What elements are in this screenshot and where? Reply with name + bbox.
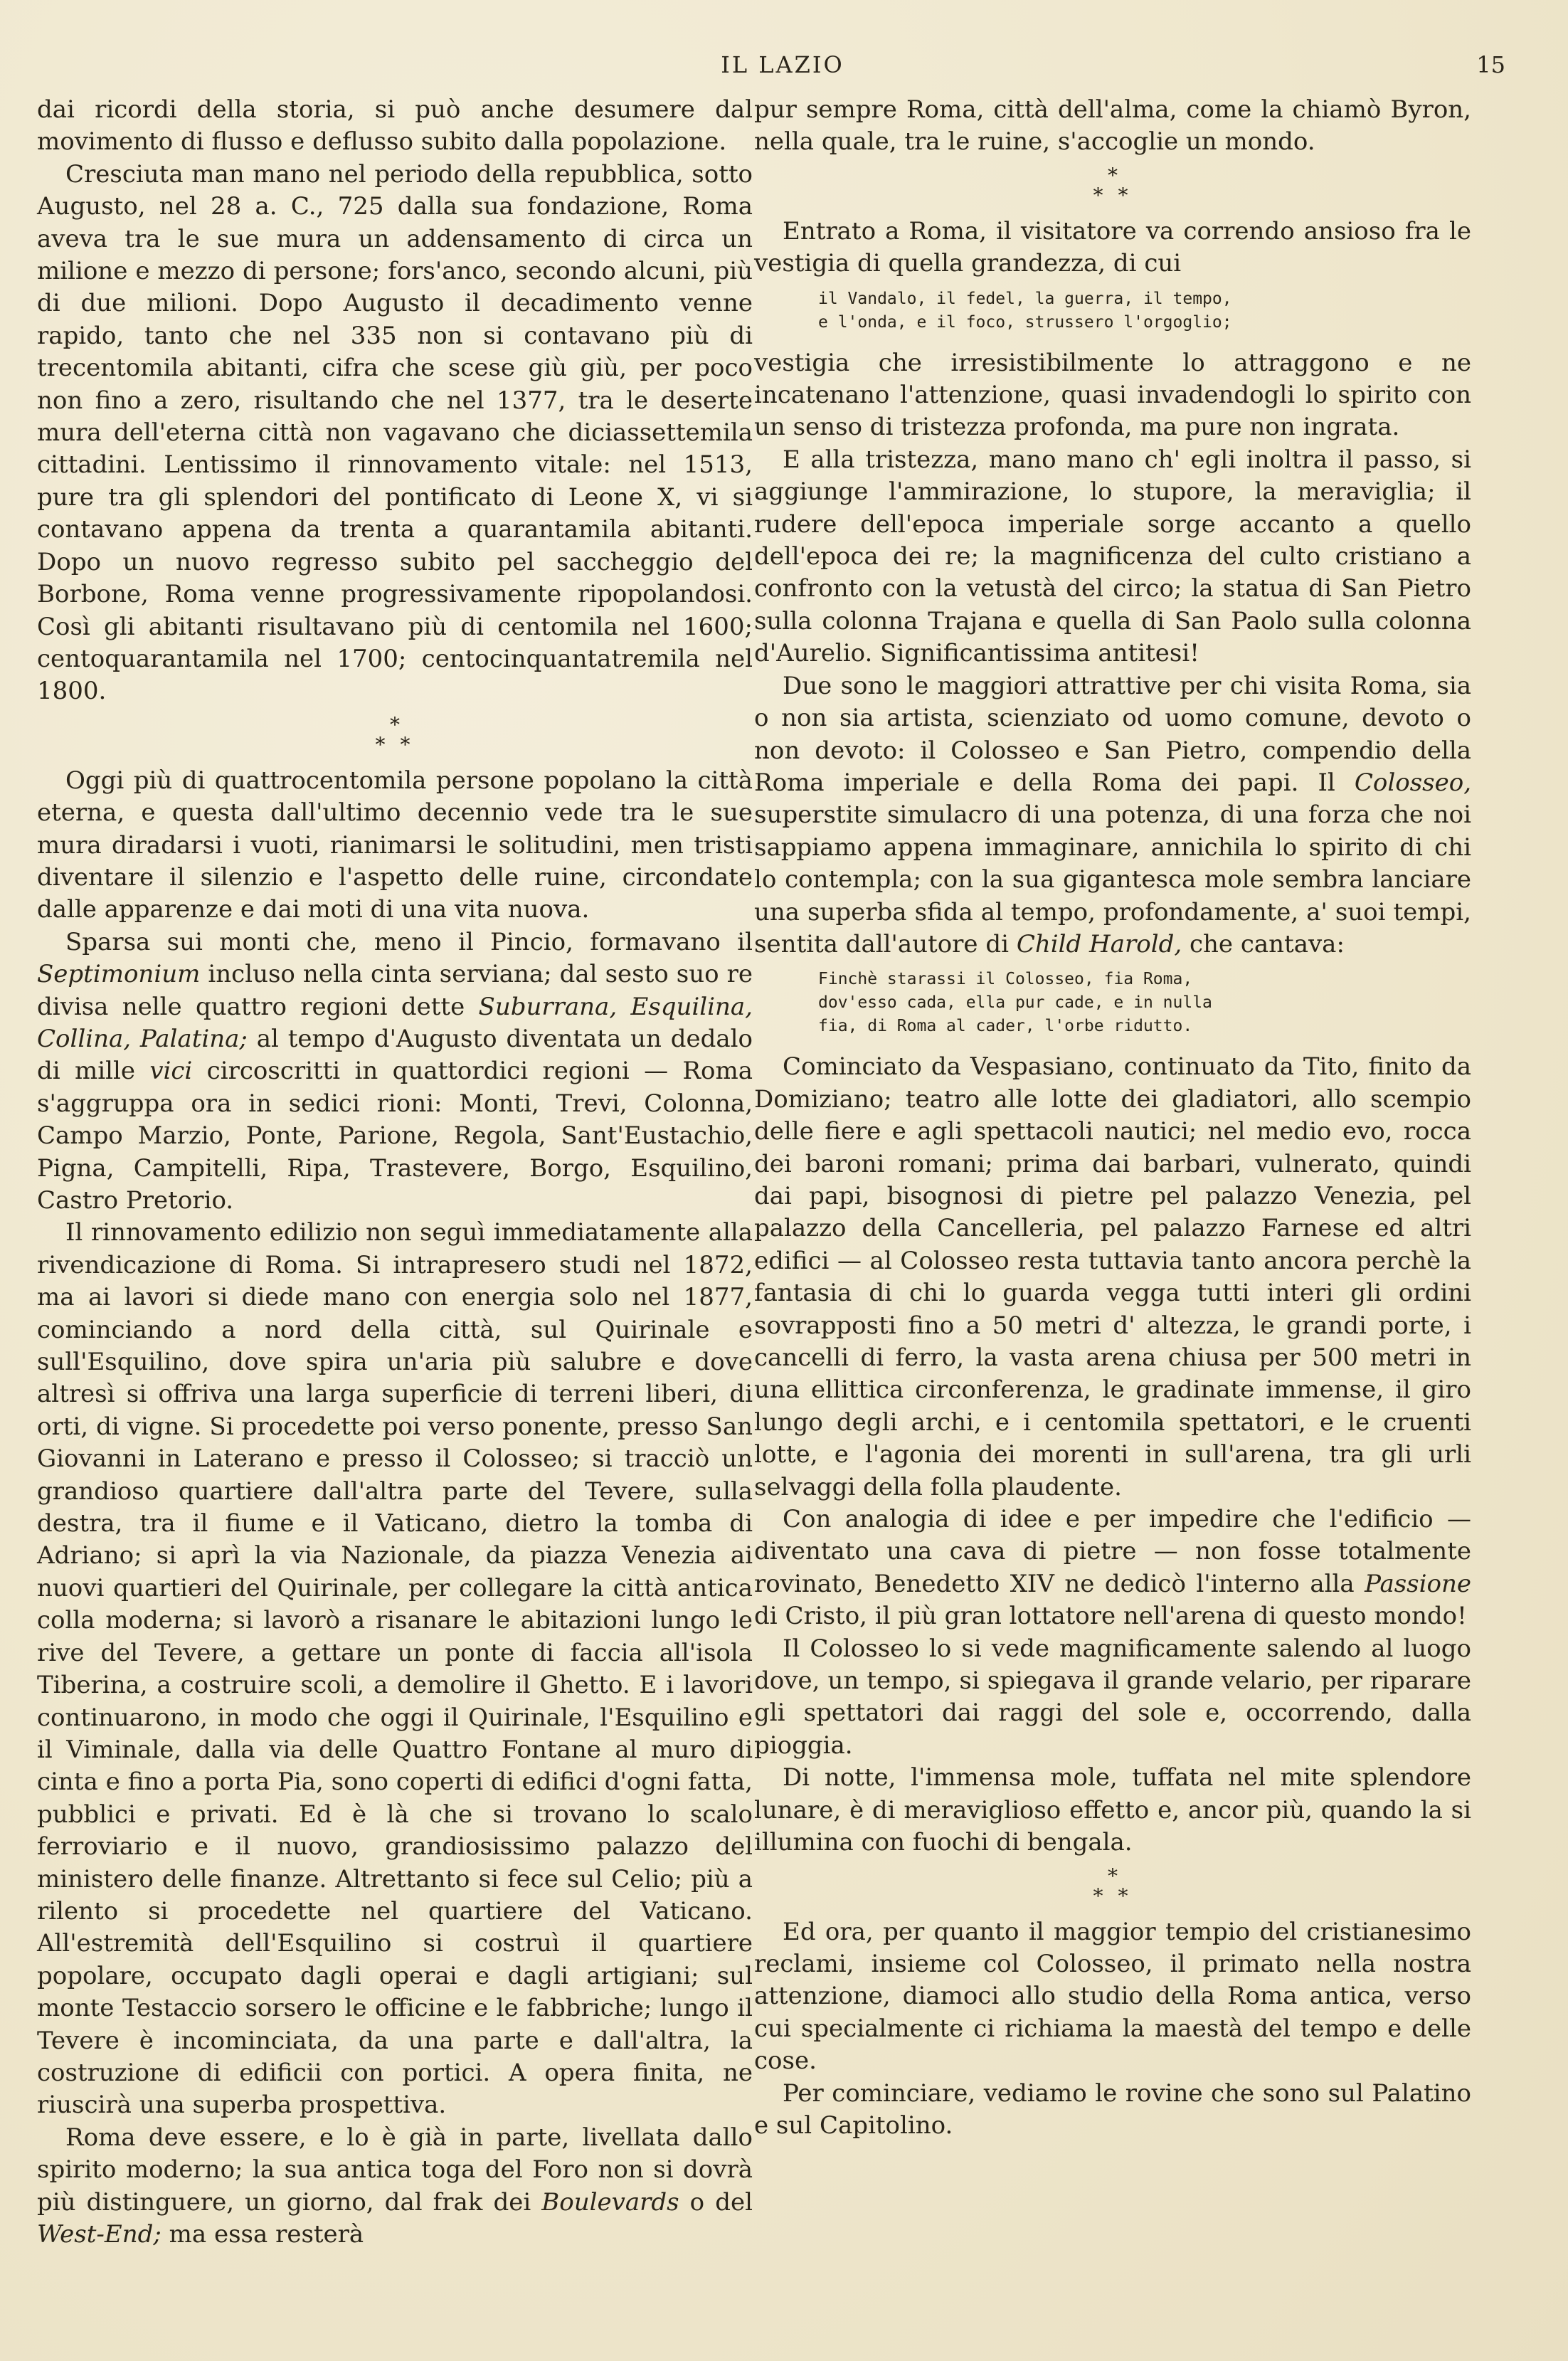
paragraph: Con analogia di idee e per impedire che l'edificio — diventato una cava di pietre — non fosse totalmente rovinato, Benedetto XIV ne dedicò l'interno alla Passione di Cristo, il più gran lottatore nell'arena di questo mondo! bbox=[754, 1505, 1471, 1631]
ornament-stars: * * bbox=[375, 732, 415, 756]
paragraph: Ed ora, per quanto il maggior tempio del cristianesimo reclami, insieme col Colosseo, il primato nella nostra attenzione, diamoci allo studio della Roma antica, verso cui specialmente ci richiama la maestà del tempo e delle cose. bbox=[754, 1917, 1471, 2076]
verse-line: dov'esso cada, ella pur cade, e in nulla bbox=[818, 993, 1212, 1013]
ornament-star: * bbox=[1108, 163, 1118, 187]
paragraph: Il rinnovamento edilizio non seguì immediatamente alla rivendicazione di Roma. Si intrapresero studi nel 1872, ma ai lavori si diede mano con energia solo nel 1877, cominciando a nord della città, sul Quirinale e sull'Esquilino, dove spira un'aria più salubre e dove altresì si offriva una larga superficie di terreni liberi, di orti, di vigne. Si procedette poi verso ponente, presso San Giovanni in Laterano e presso il Colosseo; si tracciò un grandioso quartiere dall'altra parte del Tevere, sulla destra, tra il fiume e il Vaticano, dietro la tomba di Adriano; si aprì la via Nazionale, da piazza Venezia ai nuovi quartieri del Quirinale, per collegare la città antica colla moderna; si lavorò a risanare le abitazioni lungo le rive del Tevere, a gettare un ponte di faccia all'isola Tiberina, a costruire scoli, a demolire il Ghetto. E i lavori continuarono, in modo che oggi il Quirinale, l'Esquilino e il Viminale, dalla via delle Quattro Fontane al muro di cinta e fino a porta Pia, sono coperti di edifici d'ogni fatta, pubblici e privati. Ed è là che si trovano lo scalo ferroviario e il nuovo, grandiosissimo palazzo del ministero delle finanze. Altrettanto si fece sul Celio; più a rilento si procedette nel quartiere del Vaticano. All'estremità dell'Esquilino si costruì il quartiere popolare, occupato dagli operai e dagli artigiani; sul monte Testaccio sorsero le officine e le fabbriche; lungo il Tevere è incominciata, da una parte e dall'altra, la costruzione di edificii con portici. A opera finita, ne riuscirà una superba prospettiva. bbox=[37, 1218, 753, 2120]
paragraph: Per cominciare, vediamo le rovine che sono sul Palatino e sul Capitolino. bbox=[754, 2079, 1471, 2140]
left-column bbox=[37, 94, 753, 2251]
verse-quote bbox=[754, 287, 1471, 334]
paragraph: Di notte, l'immensa mole, tuffata nel mite splendore lunare, è di meraviglioso effetto e, ancor più, quando la si illumina con fuochi di bengala. bbox=[754, 1763, 1471, 1857]
paragraph: Sparsa sui monti che, meno il Pincio, formavano il Septimonium incluso nella cinta serviana; dal sesto suo re divisa nelle quattro regioni dette Suburrana, Esquilina, Collina, Palatina; al tempo d'Augusto diventata un dedalo di mille vici circoscritti in quattordici regioni — Roma s'aggruppa ora in sedici rioni: Monti, Trevi, Colonna, Campo Marzio, Ponte, Parione, Regola, Sant'Eustachio, Pigna, Campitelli, Ripa, Trastevere, Borgo, Esquilino, Castro Pretorio. bbox=[37, 927, 753, 1215]
ornament-stars: * * bbox=[1093, 1884, 1133, 1908]
paragraph: dai ricordi della storia, si può anche desumere dal movimento di flusso e deflusso subito dalla popolazione. bbox=[37, 95, 753, 157]
paragraph: Cominciato da Vespasiano, continuato da Tito, finito da Domiziano; teatro alle lotte dei gladiatori, allo scempio delle fiere e agli spettacoli nautici; nel medio evo, rocca dei baroni romani; prima dai barbari, vulnerato, quindi dai papi, bisognosi di pietre pel palazzo Venezia, pel palazzo della Cancelleria, pel palazzo Farnese ed altri edifici — al Colosseo resta tuttavia tanto ancora perchè la fantasia di chi lo guarda vegga tutti interi gli ordini sovrapposti fino a 50 metri d' altezza, le grandi porte, i cancelli di ferro, la vasta arena chiusa per 500 metri in una ellittica circonferenza, le gradinate immense, il giro lungo degli archi, e i centomila spettatori, e le cruenti lotte, e l'agonia dei morenti in sull'arena, tra gli urli selvaggi della folla plaudente. bbox=[754, 1052, 1471, 1501]
verse-line: Finchè starassi il Colosseo, fia Roma, bbox=[818, 970, 1193, 989]
ornament-star: * bbox=[1108, 1864, 1118, 1888]
paragraph: vestigia che irresistibilmente lo attraggono e ne incatenano l'attenzione, quasi invadendogli lo spirito con un senso di tristezza profonda, ma pure non ingrata. bbox=[754, 348, 1471, 442]
verse-line: fia, di Roma al cader, l'orbe ridutto. bbox=[818, 1017, 1193, 1036]
paragraph: E alla tristezza, mano mano ch' egli inoltra il passo, si aggiunge l'ammirazione, lo stupore, la meraviglia; il rudere dell'epoca imperiale sorge accanto a quello dell'epoca dei re; la magnificenza del culto cristiano a confronto con la vetustà del circo; la statua di San Pietro sulla colonna Trajana e quella di San Paolo sulla colonna d'Aurelio. Significantissima antitesi! bbox=[754, 445, 1471, 668]
verse-quote bbox=[754, 968, 1471, 1038]
running-header: IL LAZIO bbox=[721, 51, 844, 78]
paragraph: Oggi più di quattrocentomila persone popolano la città eterna, e questa dall'ultimo decennio vede tra le sue mura diradarsi i vuoti, rianimarsi le solitudini, men tristi diventare il silenzio e l'aspetto delle ruine, circondate dalle apparenze e dai moti di una vita nuova. bbox=[37, 766, 753, 924]
right-column bbox=[754, 94, 1471, 2142]
paragraph: Il Colosseo lo si vede magnificamente salendo al luogo dove, un tempo, si spiegava il grande velario, per riparare gli spettatori dai raggi del sole e, occorrendo, dalla pioggia. bbox=[754, 1634, 1471, 1760]
ornament-stars: * * bbox=[1093, 183, 1133, 207]
paragraph: pur sempre Roma, città dell'alma, come la chiamò Byron, nella quale, tra le ruine, s'accoglie un mondo. bbox=[754, 95, 1471, 157]
paragraph: Entrato a Roma, il visitatore va correndo ansioso fra le vestigia di quella grandezza, di cui bbox=[754, 216, 1471, 278]
section-ornament bbox=[754, 163, 1471, 207]
section-ornament bbox=[37, 712, 753, 756]
section-ornament bbox=[754, 1866, 1471, 1906]
verse-line: e l'onda, e il foco, strussero l'orgoglio; bbox=[818, 312, 1232, 332]
page-number: 15 bbox=[1476, 51, 1505, 78]
ornament-star: * bbox=[390, 712, 400, 736]
paragraph: Due sono le maggiori attrattive per chi visita Roma, sia o non sia artista, scienziato od uomo comune, devoto o non devoto: il Colosseo e San Pietro, compendio della Roma imperiale e della Roma dei papi. Il Colosseo, superstite simulacro di una potenza, di una forza che noi sappiamo appena immaginare, annichila lo spirito di chi lo contempla; con la sua gigantesca mole sembra lanciare una superba sfida al tempo, profondamente, a' suoi tempi, sentita dall'autore di Child Harold, che cantava: bbox=[754, 671, 1471, 958]
paragraph: Roma deve essere, e lo è già in parte, livellata dallo spirito moderno; la sua antica toga del Foro non si dovrà più distinguere, un giorno, dal frak dei Boulevards o del West-End; ma essa resterà bbox=[37, 2123, 753, 2249]
paragraph: Cresciuta man mano nel periodo della repubblica, sotto Augusto, nel 28 a. C., 725 dalla sua fondazione, Roma aveva tra le sue mura un addensamento di circa un milione e mezzo di persone; fors'anco, secondo alcuni, più di due milioni. Dopo Augusto il decadimento venne rapido, tanto che nel 335 non si contavano più di trecentomila abitanti, cifra che scese giù giù, per poco non fino a zero, risultando che nel 1377, tra le deserte mura dell'eterna città non vagavano che diciassettemila cittadini. Lentissimo il rinnovamento vitale: nel 1513, pure tra gli splendori del pontificato di Leone X, vi si contavano appena da trenta a quarantamila abitanti. Dopo un nuovo regresso subito pel saccheggio del Borbone, Roma venne progressivamente ripopolandosi. Così gli abitanti risultavano più di centomila nel 1600; centoquarantamila nel 1700; centocinquantatremila nel 1800. bbox=[37, 159, 753, 706]
verse-line: il Vandalo, il fedel, la guerra, il tempo, bbox=[818, 289, 1232, 308]
